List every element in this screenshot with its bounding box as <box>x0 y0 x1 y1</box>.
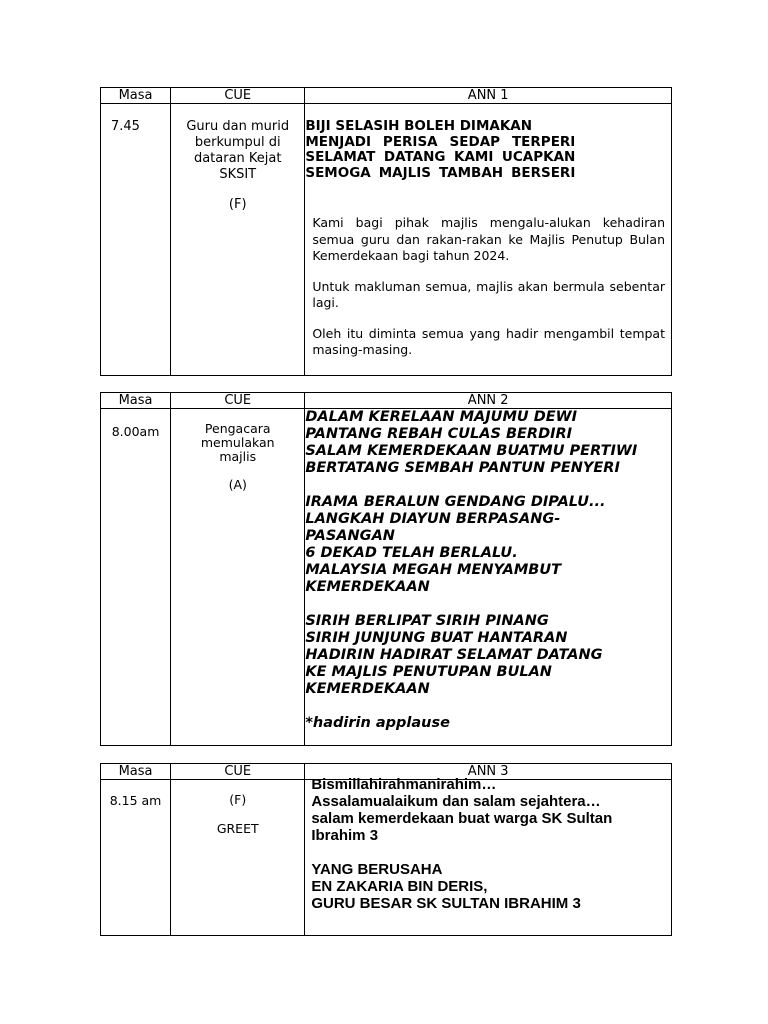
pantun-line: KE MAJLIS PENUTUPAN BULAN KEMERDEKAAN <box>305 664 552 697</box>
paragraph: Kami bagi pihak majlis mengalu-alukan kehadiran semua guru dan rakan-rakan ke Majlis Penutup Bulan Kemerdekaan bagi tahun 2024. <box>312 215 665 263</box>
cue-code: (F) <box>229 792 247 807</box>
address-line: GURU BESAR SK SULTAN IBRAHIM 3 <box>311 895 581 912</box>
cue-line: Pengacara <box>204 421 271 436</box>
time-cell <box>101 780 171 936</box>
greeting-line: Bismillahirahmanirahim… <box>311 776 497 793</box>
pantun-line: MENJADI PERISA SEDAP TERPERI <box>305 133 576 150</box>
cue-code: (F) <box>228 197 247 212</box>
table-row <box>101 780 672 936</box>
pantun-block <box>305 104 575 181</box>
table-header-row <box>101 88 672 104</box>
header-ann: ANN 3 <box>305 764 672 780</box>
pantun-line: 6 DEKAD TELAH BERLALU. <box>305 545 518 561</box>
time-cell <box>101 409 171 746</box>
greeting-line: salam kemerdekaan buat warga SK Sultan Ibrahim 3 <box>311 810 613 844</box>
address-block <box>311 861 671 912</box>
pantun-stanza <box>305 409 671 477</box>
ann-cell <box>305 776 672 936</box>
pantun-stanza <box>305 613 671 698</box>
header-ann: ANN 1 <box>305 88 672 104</box>
pantun-line: IRAMA BERALUN GENDANG DIPALU... <box>305 494 606 510</box>
pantun-line: SIRIH JUNJUNG BUAT HANTARAN <box>305 630 568 646</box>
cue-code: (A) <box>228 477 247 492</box>
pantun-line: SALAM KEMERDEKAAN BUATMU PERTIWI <box>305 443 638 459</box>
table-header-row <box>101 393 672 409</box>
pantun-line: DALAM KERELAAN MAJUMU DEWI <box>305 409 578 425</box>
schedule-table-ann2 <box>100 392 672 746</box>
pantun-stanza <box>305 494 671 596</box>
schedule-table-ann3 <box>100 763 672 936</box>
cue-line: dataran Kejat <box>193 151 282 166</box>
cue-line: Guru dan murid <box>186 119 290 134</box>
time-value: 8.00am <box>111 424 160 439</box>
cue-cell <box>171 409 305 746</box>
paragraph: Untuk makluman semua, majlis akan bermula sebentar lagi. <box>312 278 665 310</box>
cue-cell <box>171 780 305 936</box>
greeting-line: Assalamualaikum dan salam sejahtera… <box>311 793 601 810</box>
cue-note: GREET <box>216 821 259 836</box>
pantun-line: BERTATANG SEMBAH PANTUN PENYERI <box>305 460 620 476</box>
time-cell <box>101 104 171 376</box>
cue-line: SKSIT <box>219 167 257 182</box>
pantun-line: LANGKAH DIAYUN BERPASANG-PASANGAN <box>305 511 561 544</box>
applause-note: *hadirin applause <box>305 715 450 731</box>
header-cue: CUE <box>171 88 305 104</box>
header-cue: CUE <box>171 764 305 780</box>
header-masa: Masa <box>101 88 171 104</box>
header-cue: CUE <box>171 393 305 409</box>
pantun-line: BIJI SELASIH BOLEH DIMAKAN <box>305 118 533 134</box>
time-value: 7.45 <box>111 119 140 134</box>
announcement-text <box>305 181 671 359</box>
address-line: EN ZAKARIA BIN DERIS, <box>311 878 488 895</box>
cue-line: berkumpul di <box>194 135 281 150</box>
time-value: 8.15 am <box>109 793 162 808</box>
cue-line: memulakan <box>200 435 275 450</box>
greeting-block <box>311 776 631 844</box>
table-row <box>101 409 672 746</box>
cue-cell <box>171 104 305 376</box>
pantun-line: SEMOGA MAJLIS TAMBAH BERSERI <box>305 164 576 181</box>
paragraph: Oleh itu diminta semua yang hadir mengambil tempat masing-masing. <box>312 325 665 357</box>
header-masa: Masa <box>101 764 171 780</box>
header-ann: ANN 2 <box>305 393 672 409</box>
pantun-line: SELAMAT DATANG KAMI UCAPKAN <box>305 149 576 165</box>
pantun-line: HADIRIN HADIRAT SELAMAT DATANG <box>305 647 603 663</box>
table-row <box>101 104 672 376</box>
ann-cell <box>305 409 672 746</box>
pantun-line: PANTANG REBAH CULAS BERDIRI <box>305 426 573 442</box>
cue-line: majlis <box>219 449 257 464</box>
address-line: YANG BERUSAHA <box>311 861 443 878</box>
pantun-line: SIRIH BERLIPAT SIRIH PINANG <box>305 613 549 629</box>
ann-cell <box>305 104 672 376</box>
schedule-table-ann1 <box>100 87 672 376</box>
header-masa: Masa <box>101 393 171 409</box>
pantun-line: MALAYSIA MEGAH MENYAMBUT KEMERDEKAAN <box>305 562 561 595</box>
